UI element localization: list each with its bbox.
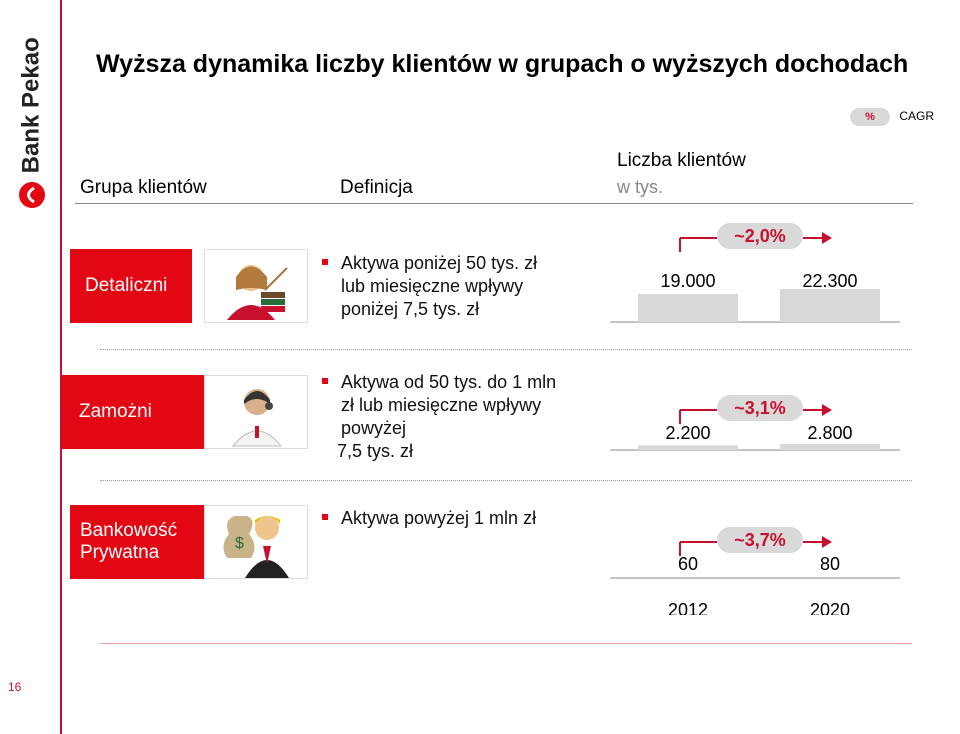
header-definition: Definicja — [340, 177, 413, 198]
chart-data-label: 2.800 — [807, 423, 853, 443]
segment-detaliczni-definition — [341, 252, 537, 321]
definition-line: lub miesięczne wpływy — [341, 276, 524, 296]
header-divider — [75, 203, 913, 204]
chart-year-label: 2020 — [809, 600, 851, 615]
legend-pct-pill: % — [850, 108, 890, 126]
chart-data-label: 80 — [819, 554, 841, 574]
bullet-marker — [322, 259, 328, 265]
bank-logo-text: Bank Pekao — [17, 37, 45, 174]
definition-line: powyżej — [341, 418, 407, 438]
teacher-person-icon — [204, 249, 308, 323]
bank-logo-icon — [17, 180, 47, 210]
brand-strip — [0, 0, 62, 734]
businessman-money-bag-icon — [204, 505, 308, 579]
chart-data-label: 60 — [677, 554, 699, 574]
segment-zamozni-box — [62, 375, 204, 449]
chart-bar — [638, 445, 738, 450]
chart-data-label: 22.300 — [802, 271, 858, 291]
definition-line: Aktywa poniżej 50 tys. zł — [341, 253, 538, 273]
segment-private-definition — [341, 507, 536, 530]
segment-private-box — [70, 505, 204, 579]
legend — [850, 108, 934, 126]
definition-line: Aktywa od 50 tys. do 1 mln — [341, 372, 557, 392]
header-group: Grupa klientów — [80, 177, 207, 198]
page-number: 16 — [8, 680, 22, 694]
segment-name: Detaliczni — [85, 275, 168, 296]
segment-name-line2: Prywatna — [80, 542, 160, 563]
page-title: Wyższa dynamika liczby klientów w grupach o wyższych dochodach — [96, 50, 909, 78]
footer-divider — [100, 643, 912, 644]
segment-detaliczni-box — [70, 249, 192, 323]
cagr-label: ~3,1% — [734, 398, 786, 418]
bank-logo — [17, 37, 47, 210]
doctor-person-icon — [204, 375, 308, 449]
cagr-arrow-head — [822, 536, 832, 548]
brand-divider — [60, 0, 62, 734]
chart-bar — [780, 444, 880, 450]
definition-line: poniżej 7,5 tys. zł — [341, 299, 480, 319]
chart-bar — [780, 289, 880, 322]
chart-data-label: 19.000 — [660, 271, 716, 291]
chart-bar — [638, 294, 738, 322]
definition-line: 7,5 tys. zł — [337, 441, 414, 461]
legend-cagr-label: CAGR — [899, 109, 935, 123]
svg-text:$: $ — [235, 535, 244, 552]
header-count-unit: w tys. — [617, 177, 664, 197]
definition-line: zł lub miesięczne wpływy — [341, 395, 542, 415]
segment-zamozni-definition — [337, 371, 557, 463]
bullet-marker — [322, 378, 328, 384]
segment-name: Bankowość — [80, 520, 178, 541]
client-count-chart — [600, 215, 920, 615]
definition-line: Aktywa powyżej 1 mln zł — [341, 508, 537, 528]
segment-name: Zamożni — [79, 401, 152, 422]
chart-year-label: 2012 — [667, 600, 709, 615]
cagr-arrow-head — [822, 232, 832, 244]
cagr-label: ~3,7% — [734, 530, 786, 550]
cagr-label: ~2,0% — [734, 226, 786, 246]
cagr-arrow-head — [822, 404, 832, 416]
header-count: Liczba klientów — [617, 150, 746, 171]
chart-data-label: 2.200 — [665, 423, 711, 443]
bullet-marker — [322, 514, 328, 520]
